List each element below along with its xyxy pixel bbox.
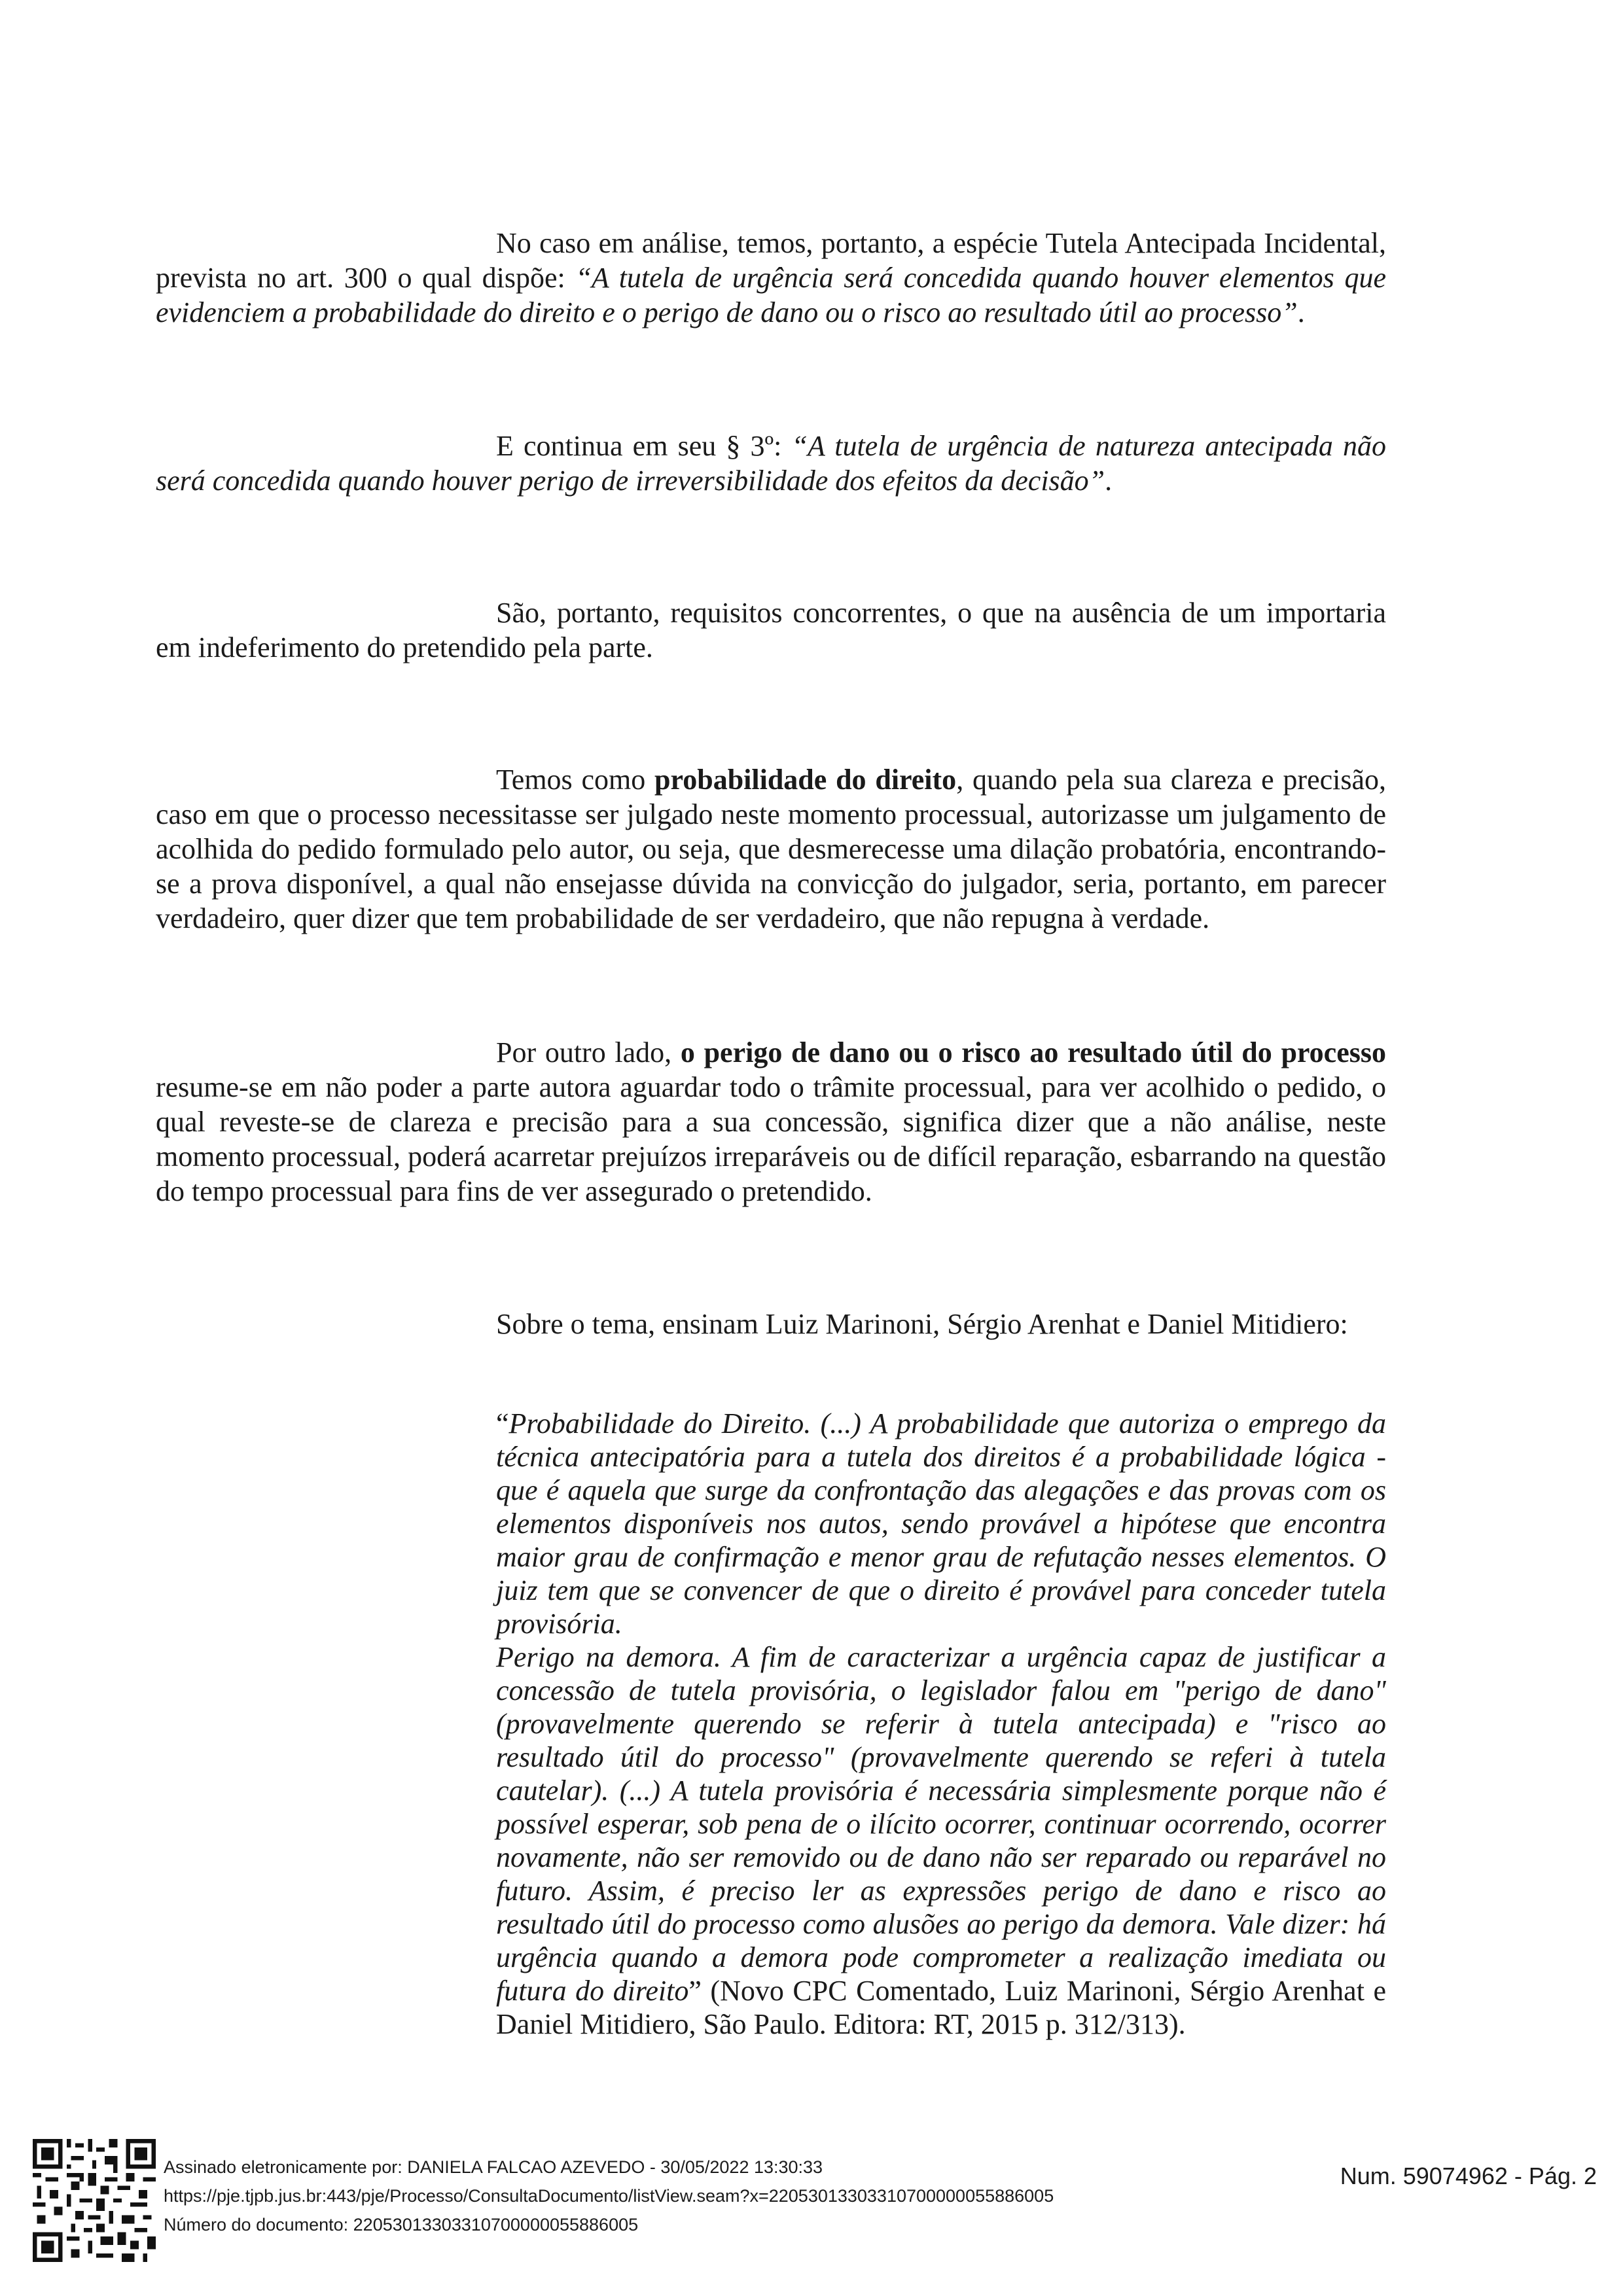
- document-url[interactable]: https://pje.tjpb.jus.br:443/pje/Processo/ConsultaDocumento/listView.seam?x=22053013303310700000055886005: [164, 2186, 1054, 2206]
- qr-code-icon: [33, 2139, 156, 2262]
- paragraph-punctuation: .: [1297, 296, 1305, 328]
- paragraph-text: E continua em seu § 3º:: [496, 430, 792, 462]
- paragraph-text: Temos como: [496, 764, 655, 796]
- quote-probabilidade: Probabilidade do Direito. (...) A probabilidade que autoriza o emprego da técnica antecipatória para a tutela dos direitos é a probabilidade lógica - que é aquela que surge da confrontação das alegações e das provas com os elementos disponíveis nos autos, sendo provável a hipótese que encontra maior grau de confirmação e menor grau de refutação nesses elementos. O juiz tem que se convencer de que o direito é provável para conceder tutela provisória.: [496, 1407, 1386, 1640]
- paragraph-probabilidade: [156, 762, 1386, 936]
- paragraph-punctuation: .: [1105, 465, 1113, 497]
- quote-citation: ” (Novo CPC Comentado, Luiz Marinoni, Sérgio Arenhat e Daniel Mitidiero, São Paulo. Editora: RT, 2015 p. 312/313).: [496, 1975, 1386, 2040]
- paragraph-text: Sobre o tema, ensinam Luiz Marinoni, Sérgio Arenhat e Daniel Mitidiero:: [496, 1308, 1348, 1340]
- block-quote: [496, 1407, 1386, 2041]
- quoted-paragraph-3: “A tutela de urgência de natureza antecipada não será concedida quando houver perigo de irreversibilidade dos efeitos da decisão”: [156, 430, 1386, 497]
- bold-term-perigo: o perigo de dano ou o risco ao resultado útil do processo: [680, 1036, 1386, 1069]
- paragraph-text: No caso em análise, temos, portanto, a espécie Tutela Antecipada Incidental, prevista no art. 300 o qual dispõe:: [156, 227, 1386, 294]
- document-number: Número do documento: 22053013303310700000055886005: [164, 2215, 639, 2234]
- paragraph-text: Por outro lado,: [496, 1036, 681, 1069]
- signature-info: [164, 2153, 1054, 2239]
- quote-open-mark: “: [496, 1407, 509, 1439]
- quoted-article-300: “A tutela de urgência será concedida quando houver elementos que evidenciem a probabilidade do direito e o perigo de dano ou o risco ao resultado útil ao processo”: [156, 262, 1387, 328]
- paragraph-sobre-o-tema: [156, 1307, 1386, 1341]
- quote-perigo-na-demora: Perigo na demora. A fim de caracterizar a urgência capaz de justificar a concessão de tutela provisória, o legislador falou em "perigo de dano" (provavelmente querendo se referir à tutela antecipada) e "risco ao resultado útil do processo" (provavelmente querendo se referi à tutela cautelar). (...) A tutela provisória é necessária simplesmente porque não é possível esperar, sob pena de o ilícito ocorrer, continuar ocorrendo, ocorrer novamente, não ser removido ou de dano não ser reparado ou reparável no futuro. Assim, é preciso ler as expressões perigo de dano e risco ao resultado útil do processo como alusões ao perigo da demora. Vale dizer: há urgência quando a demora pode comprometer a realização imediata ou futura do direito: [496, 1641, 1386, 2007]
- paragraph-perigo-de-dano: [156, 1035, 1386, 1209]
- bold-term-probabilidade: probabilidade do direito: [654, 764, 957, 796]
- paragraph-text: resume-se em não poder a parte autora aguardar todo o trâmite processual, para ver acolhido o pedido, o qual reveste-se de clareza e precisão para a sua concessão, significa dizer que a não análise, neste momento processual, poderá acarretar prejuízos irreparáveis ou de difícil reparação, esbarrando na questão do tempo processual para fins de ver assegurado o pretendido.: [156, 1071, 1386, 1207]
- signed-by-line: Assinado eletronicamente por: DANIELA FALCAO AZEVEDO - 30/05/2022 13:30:33: [164, 2157, 823, 2177]
- paragraph-tutela-antecipada: [156, 226, 1386, 330]
- page-number: Num. 59074962 - Pág. 2: [1340, 2163, 1597, 2189]
- paragraph-paragrafo-3: [156, 429, 1386, 498]
- paragraph-text: , quando pela sua clareza e precisão, caso em que o processo necessitasse ser julgado neste momento processual, autorizasse um julgamento de acolhida do pedido formulado pelo autor, ou seja, que desmerecesse uma dilação probatória, encontrando-se a prova disponível, a qual não ensejasse dúvida na convicção do julgador, seria, portanto, em parecer verdadeiro, quer dizer que tem probabilidade de ser verdadeiro, que não repugna à verdade.: [156, 764, 1386, 934]
- paragraph-text: São, portanto, requisitos concorrentes, o que na ausência de um importaria em indeferimento do pretendido pela parte.: [156, 597, 1386, 663]
- paragraph-requisitos: [156, 595, 1386, 665]
